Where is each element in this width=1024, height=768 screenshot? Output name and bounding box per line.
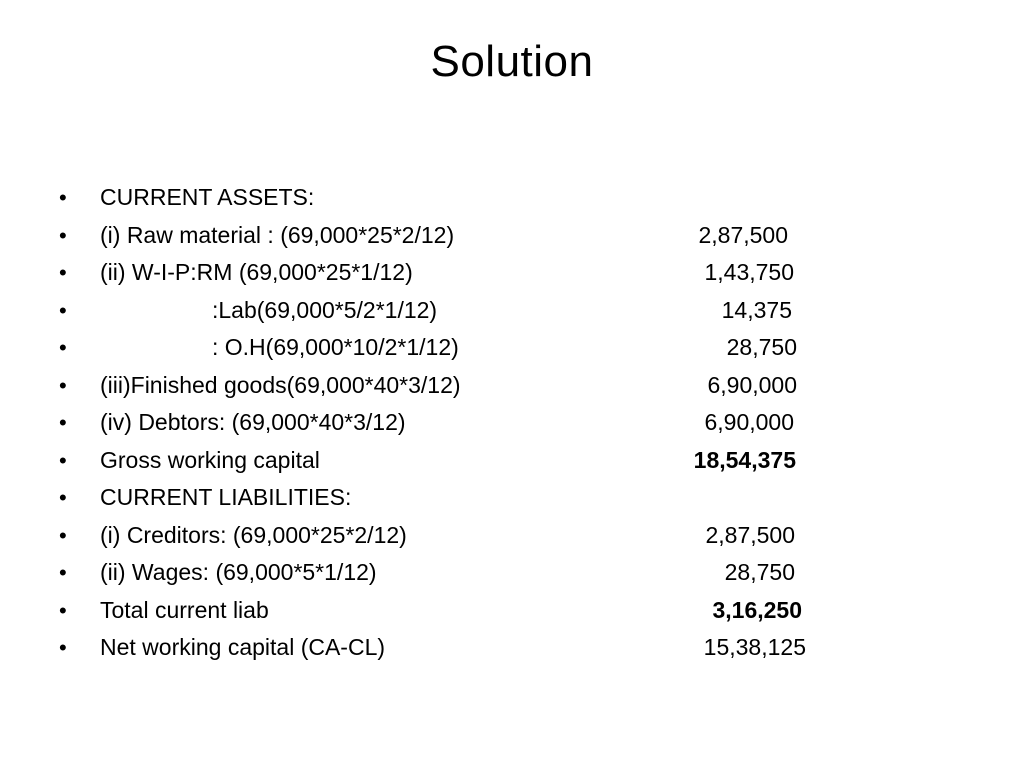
- row-label: (ii) W-I-P:RM (69,000*25*1/12): [100, 259, 413, 285]
- list-item-raw-material: [0, 217, 1024, 255]
- working-capital-list: [0, 179, 1024, 667]
- bullet-icon: •: [59, 597, 67, 623]
- bullet-icon: •: [59, 372, 67, 398]
- row-label: Net working capital (CA-CL): [100, 634, 386, 660]
- row-label: (i) Creditors: (69,000*25*2/12): [100, 521, 407, 548]
- bullet-icon: •: [59, 485, 67, 510]
- row-label: (iv) Debtors: (69,000*40*3/12): [100, 409, 406, 435]
- row-value: 14,375: [721, 296, 792, 323]
- list-item-debtors: [0, 404, 1024, 442]
- row-label: (iii)Finished goods(69,000*40*3/12): [100, 371, 461, 398]
- list-item-wip-overhead: [0, 329, 1024, 367]
- list-item-total-current-liabilities: [0, 592, 1024, 630]
- list-item-finished-goods: [0, 367, 1024, 405]
- bullet-icon: •: [59, 297, 67, 323]
- bullet-icon: •: [59, 560, 67, 585]
- row-value-total: 18,54,375: [693, 446, 796, 473]
- row-value: 1,43,750: [704, 259, 794, 285]
- list-item-current-assets-heading: [0, 179, 1024, 217]
- bullet-icon: •: [59, 635, 67, 660]
- bullet-icon: •: [59, 222, 67, 248]
- list-item-wip-labour: [0, 292, 1024, 330]
- list-item-wages: [0, 554, 1024, 592]
- list-item-current-liabilities-heading: [0, 479, 1024, 517]
- row-value: 2,87,500: [698, 221, 788, 248]
- bullet-icon: •: [59, 335, 67, 360]
- row-value: 6,90,000: [704, 409, 794, 435]
- row-label: Total current liab: [100, 596, 269, 623]
- row-label: CURRENT ASSETS:: [100, 184, 315, 210]
- row-value-total: 3,16,250: [712, 596, 802, 623]
- row-label: (ii) Wages: (69,000*5*1/12): [100, 559, 377, 585]
- list-item-net-working-capital: [0, 629, 1024, 667]
- row-label: :Lab(69,000*5/2*1/12): [212, 296, 438, 323]
- bullet-icon: •: [59, 522, 67, 548]
- row-label: Gross working capital: [100, 446, 320, 473]
- bullet-icon: •: [59, 410, 67, 435]
- row-label: : O.H(69,000*10/2*1/12): [212, 334, 459, 360]
- row-value: 2,87,500: [705, 521, 795, 548]
- bullet-icon: •: [59, 447, 67, 473]
- row-value: 15,38,125: [703, 634, 806, 660]
- row-label: CURRENT LIABILITIES:: [100, 484, 352, 510]
- list-item-wip-rm: [0, 254, 1024, 292]
- list-item-creditors: [0, 517, 1024, 555]
- list-item-gross-working-capital: [0, 442, 1024, 480]
- bullet-icon: •: [59, 260, 67, 285]
- row-label: (i) Raw material : (69,000*25*2/12): [100, 221, 455, 248]
- bullet-icon: •: [59, 185, 67, 210]
- slide-title: Solution: [430, 37, 594, 86]
- row-value: 28,750: [726, 334, 797, 360]
- row-value: 6,90,000: [707, 371, 797, 398]
- row-value: 28,750: [724, 559, 795, 585]
